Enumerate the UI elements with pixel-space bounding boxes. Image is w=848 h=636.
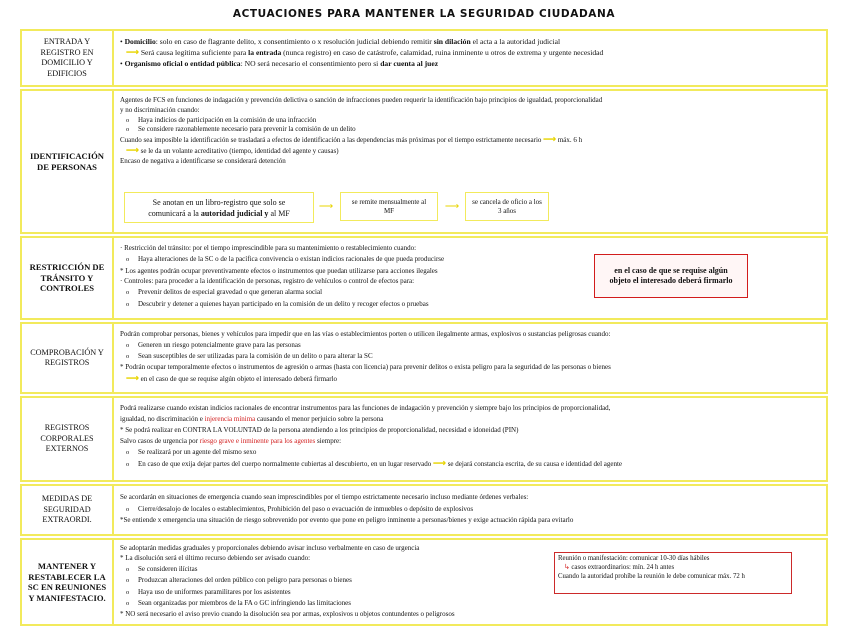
text-line: igualdad, no discriminación e injerencia mínima causando el menor perjuicio sobre la persona [120, 415, 384, 423]
text-line: ⟶ Será causa legítima suficiente para la entrada (nunca registro) en caso de catástrofe, calamidad, ruina inminente u otros de extrema y urgente necesidad [126, 47, 604, 57]
text-line: * NO será necesario el aviso previo cuando la disolución sea por armas, explosivos u objetos contundentes o peligrosos [120, 610, 455, 619]
section-label: COMPROBACIÓN Y REGISTROS [22, 324, 114, 392]
section-identificacion [20, 89, 828, 234]
list-item: o Haya alteraciones de la SC o de la pacífica convivencia o existan indicios racionales de que pueda producirse [120, 254, 822, 266]
list-item: o Prevenir delitos de especial gravedad o que generan alarma social [120, 287, 822, 299]
text-line: Podrá realizarse cuando existan indicios racionales de encontrar instrumentos para las funciones de indagación y prevención y siempre bajo los principios de proporcionalidad, [120, 404, 611, 412]
section-comprobacion [20, 322, 828, 394]
section-restriccion [20, 236, 828, 320]
section-label: REGISTROS CORPORALES EXTERNOS [22, 398, 114, 480]
list-item: o Sean organizadas por miembros de la FA o GC infringiendo las limitaciones [120, 598, 822, 609]
text-line: Podrán comprobar personas, bienes y vehículos para impedir que en las vías o establecimientos porten o utilicen ilegalmente armas, explosivos o sustancias peligrosas cuando: [120, 330, 611, 338]
section-registros-corporales [20, 396, 828, 482]
section-label: IDENTIFICACIÓN DE PERSONAS [22, 91, 114, 232]
list-item: o Descubrir y detener a quienes hayan participado en la comisión de un delito y recoger efectos o pruebas [120, 299, 822, 311]
section-label: MEDIDAS DE SEGURIDAD EXTRAORDI. [22, 486, 114, 534]
registro-box: Se anotan en un libro-registro que solo se comunicará a la autoridad judicial y al MF [124, 192, 314, 223]
firma-note: en el caso de que se requise algún objeto el interesado deberá firmarlo [594, 254, 748, 298]
text-line: · Restricción del tránsito: por el tiempo imprescindible para su mantenimiento o restablecimiento cuando: [120, 244, 417, 252]
section-medidas-seguridad [20, 484, 828, 536]
list-item: o Cierre/desalojo de locales o establecimientos, Prohibición del paso o evacuación de inmuebles o depósito de explosivos [120, 504, 822, 516]
text-line: * La disolución será el último recurso debiendo ser avisado cuando: [120, 554, 311, 563]
text-line: • Domicilio: solo en caso de flagrante delito, x consentimiento o x resolución judicial debiendo remitir sin dilación el acta a la autoridad judicial [120, 37, 561, 46]
arrow-icon: ⟶ [126, 373, 139, 383]
text-line: ⟶ en el caso de que se requise algún objeto el interesado deberá firmarlo [126, 373, 337, 383]
arrow-icon: ⟶ [126, 47, 139, 57]
text-line: *Se entiende x emergencia una situación de riesgo sobrevenido por evento que pone en peligro inminente a personas/bienes y exige actuación rápida para evitarlo [120, 516, 574, 524]
list-item: o Se considere razonablemente necesario para prevenir la comisión de un delito [120, 125, 822, 135]
text-line: · Controles: para proceder a la identificación de personas, registro de vehículos o control de efectos para: [120, 277, 415, 286]
section-label: ENTRADA Y REGISTRO EN DOMICILIO Y EDIFICIOS [22, 31, 114, 85]
list-item: o Sean susceptibles de ser utilizadas para la comisión de un delito o para alterar la SC [120, 351, 822, 362]
arrow-icon: ⟶ [318, 200, 334, 212]
text-line: y no discriminación cuando: [120, 105, 200, 114]
list-item: o Generen un riesgo potencialmente grave para las personas [120, 340, 822, 351]
arrow-icon: ⟶ [444, 200, 460, 212]
arrow-icon: ⟶ [433, 458, 446, 468]
text-line: * Los agentes podrán ocupar preventivamente efectos o instrumentos que puedan utilizarse para acciones ilegales [120, 266, 438, 275]
arrow-icon: ↳ [564, 564, 570, 571]
arrow-icon: ⟶ [543, 135, 557, 145]
text-line: Agentes de FCS en funciones de indagación y prevención delictiva o sanción de infracciones pueden requerir la identificación bajo principios de igualdad, proporcionalidad [120, 96, 603, 104]
text-line: Encaso de negativa a identificarse se considerará detención [120, 156, 286, 165]
list-item: o Se realizará por un agente del mismo sexo [120, 447, 822, 458]
list-item: o Haya uso de uniformes paramilitares por los asistentes [120, 587, 822, 598]
list-item: o Haya indicios de participación en la comisión de una infracción [120, 116, 822, 126]
text-line: Se adoptarán medidas graduales y proporcionales debiendo avisar incluso verbalmente en caso de urgencia [120, 544, 420, 552]
section-content [116, 486, 826, 534]
section-entrada-registro [20, 29, 828, 87]
list-item: o Se consideren ilícitas [120, 564, 822, 575]
section-label: RESTRICCIÓN DE TRÁNSITO Y CONTROLES [22, 238, 114, 318]
section-content [116, 324, 826, 392]
text-line: ⟶ se le da un volante acreditativo (tiempo, identidad del agente y causas) [126, 145, 339, 155]
text-line: Cuando sea imposible la identificación se trasladará a efectos de identificación a las dependencias más próximas por el tiempo estrictamente necesario ⟶ máx. 6 h [120, 135, 583, 145]
text-line: * Se podrá realizar en CONTRA LA VOLUNTAD de la persona atendiendo a los principios de proporcionalidad, necesidad e idoneidad (PIN) [120, 426, 519, 434]
section-label: MANTENER Y RESTABLECER LA SC EN REUNIONES Y MANIFESTACIO. [22, 540, 114, 624]
remision-box: se remite mensualmente al MF [340, 192, 438, 221]
page-title: ACTUACIONES PARA MANTENER LA SEGURIDAD CIUDADANA [232, 8, 616, 20]
list-item: o En caso de que exija dejar partes del cuerpo normalmente cubiertas al descubierto, en un lugar reservado ⟶ se dejará constancia escrita, de su causa e identidad del agente [120, 458, 822, 470]
text-line: Salvo casos de urgencia por riesgo grave e inminente para los agentes siempre: [120, 437, 342, 445]
cancelacion-box: se cancela de oficio a los 3 años [465, 192, 549, 221]
section-content [116, 398, 826, 480]
section-content [116, 31, 826, 85]
text-line: • Organismo oficial o entidad pública: NO será necesario el consentimiento pero si dar cuenta al juez [120, 59, 439, 68]
section-mantener-sc [20, 538, 828, 626]
plazos-box: Reunión o manifestación: comunicar 10-30 días hábiles ↳ casos extraordinarios: mín. 24 h antes Cuando la autoridad prohíbe la reunión le debe comunicar máx. 72 h [554, 552, 792, 594]
list-item: o Produzcan alteraciones del orden público con peligro para personas o bienes [120, 575, 822, 586]
text-line: * Podrán ocupar temporalmente efectos o instrumentos de agresión o armas (hasta con licencia) para prevenir delitos o exista peligro para la seguridad de las personas o bienes [120, 363, 611, 371]
arrow-icon: ⟶ [126, 145, 139, 155]
text-line: Se acordarán en situaciones de emergencia cuando sean imprescindibles por el tiempo estrictamente necesario incluso mediante órdenes verbales: [120, 493, 529, 501]
